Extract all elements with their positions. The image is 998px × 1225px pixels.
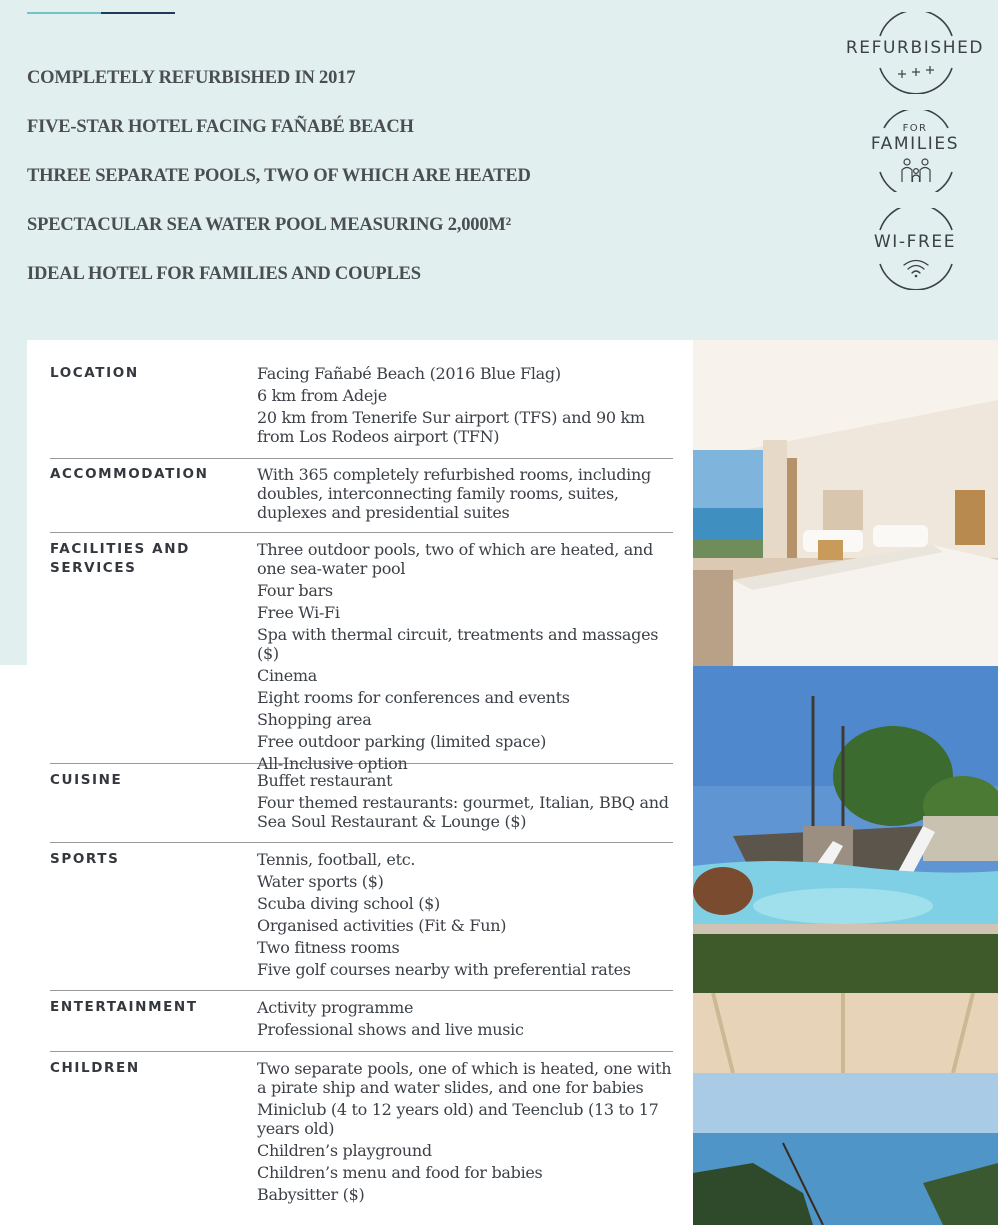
family-icon xyxy=(898,156,934,184)
badge-label: FAMILIES xyxy=(870,134,960,154)
info-row-sports xyxy=(50,850,673,991)
highlight-item: IDEAL HOTEL FOR FAMILIES AND COUPLES xyxy=(27,264,421,284)
info-line: Five golf courses nearby with preferential rates xyxy=(257,960,631,979)
info-line: Spa with thermal circuit, treatments and massages ($) xyxy=(257,625,659,663)
info-lines xyxy=(257,850,677,982)
info-lines xyxy=(257,364,677,449)
badge-label: WI-FREE xyxy=(873,232,957,252)
info-line: Two separate pools, one of which is heated, one with a pirate ship and water slides, and one for babies xyxy=(257,1059,672,1097)
info-lines xyxy=(257,1059,677,1207)
info-line: Three outdoor pools, two of which are heated, and one sea-water pool xyxy=(257,540,653,578)
info-lines xyxy=(257,998,677,1042)
info-line: Buffet restaurant xyxy=(257,771,393,790)
info-line: Four bars xyxy=(257,581,333,600)
info-label: CHILDREN xyxy=(50,1060,140,1076)
info-row-location xyxy=(50,364,673,459)
info-row-entertainment xyxy=(50,998,673,1052)
info-line: 20 km from Tenerife Sur airport (TFS) and 90 km from Los Rodeos airport (TFN) xyxy=(257,408,645,446)
info-label: ENTERTAINMENT xyxy=(50,999,198,1015)
info-line: Tennis, football, etc. xyxy=(257,850,416,869)
sparkle-icon xyxy=(896,64,936,80)
info-line: Free Wi-Fi xyxy=(257,603,340,622)
wifi-badge xyxy=(840,208,990,290)
info-line: Two fitness rooms xyxy=(257,938,400,957)
highlights-list xyxy=(27,66,727,311)
info-line: Organised activities (Fit & Fun) xyxy=(257,916,507,935)
highlight-item: FIVE-STAR HOTEL FACING FAÑABÉ BEACH xyxy=(27,117,414,137)
info-line: Scuba diving school ($) xyxy=(257,894,440,913)
info-line: 6 km from Adeje xyxy=(257,386,387,405)
info-label: SPORTS xyxy=(50,851,120,867)
info-row-facilities xyxy=(50,540,673,773)
info-row-children xyxy=(50,1059,673,1225)
info-line: Babysitter ($) xyxy=(257,1185,365,1204)
info-line: With 365 completely refurbished rooms, including doubles, interconnecting family rooms, suites, duplexes and presidential suites xyxy=(257,465,651,522)
terrace-photo xyxy=(693,993,998,1225)
info-line: Four themed restaurants: gourmet, Italian, BBQ and Sea Soul Restaurant & Lounge ($) xyxy=(257,793,669,831)
info-line: Water sports ($) xyxy=(257,872,384,891)
info-line: Children’s menu and food for babies xyxy=(257,1163,543,1182)
info-line: Activity programme xyxy=(257,998,414,1017)
info-lines xyxy=(257,465,677,525)
info-lines xyxy=(257,771,677,834)
room-photo xyxy=(693,340,998,666)
highlight-item: COMPLETELY REFURBISHED IN 2017 xyxy=(27,68,356,88)
info-line: Shopping area xyxy=(257,710,372,729)
info-line: Free outdoor parking (limited space) xyxy=(257,732,547,751)
info-label: LOCATION xyxy=(50,365,139,381)
hotel-info-card xyxy=(27,340,693,1225)
badge-label: REFURBISHED xyxy=(845,38,985,58)
info-line: Children’s playground xyxy=(257,1141,432,1160)
info-label: CUISINE xyxy=(50,772,123,788)
info-row-cuisine xyxy=(50,771,673,843)
info-line: Cinema xyxy=(257,666,318,685)
refurbished-badge xyxy=(840,12,990,94)
badge-small-label: FOR xyxy=(902,123,928,134)
highlight-item: THREE SEPARATE POOLS, TWO OF WHICH ARE HEATED xyxy=(27,166,531,186)
info-row-accommodation xyxy=(50,465,673,533)
accent-rule xyxy=(27,12,175,15)
info-lines xyxy=(257,540,677,776)
highlight-item: SPECTACULAR SEA WATER POOL MEASURING 2,000M² xyxy=(27,215,511,235)
info-line: Eight rooms for conferences and events xyxy=(257,688,570,707)
pool-photo xyxy=(693,666,998,993)
info-line: All-Inclusive option xyxy=(257,754,408,773)
families-badge xyxy=(840,110,990,192)
info-line: Facing Fañabé Beach (2016 Blue Flag) xyxy=(257,364,561,383)
info-label: ACCOMMODATION xyxy=(50,466,209,482)
info-line: Professional shows and live music xyxy=(257,1020,524,1039)
wifi-icon xyxy=(901,258,931,278)
info-line: Miniclub (4 to 12 years old) and Teenclub (13 to 17 years old) xyxy=(257,1100,659,1138)
info-label: FACILITIES AND SERVICES xyxy=(50,541,190,576)
